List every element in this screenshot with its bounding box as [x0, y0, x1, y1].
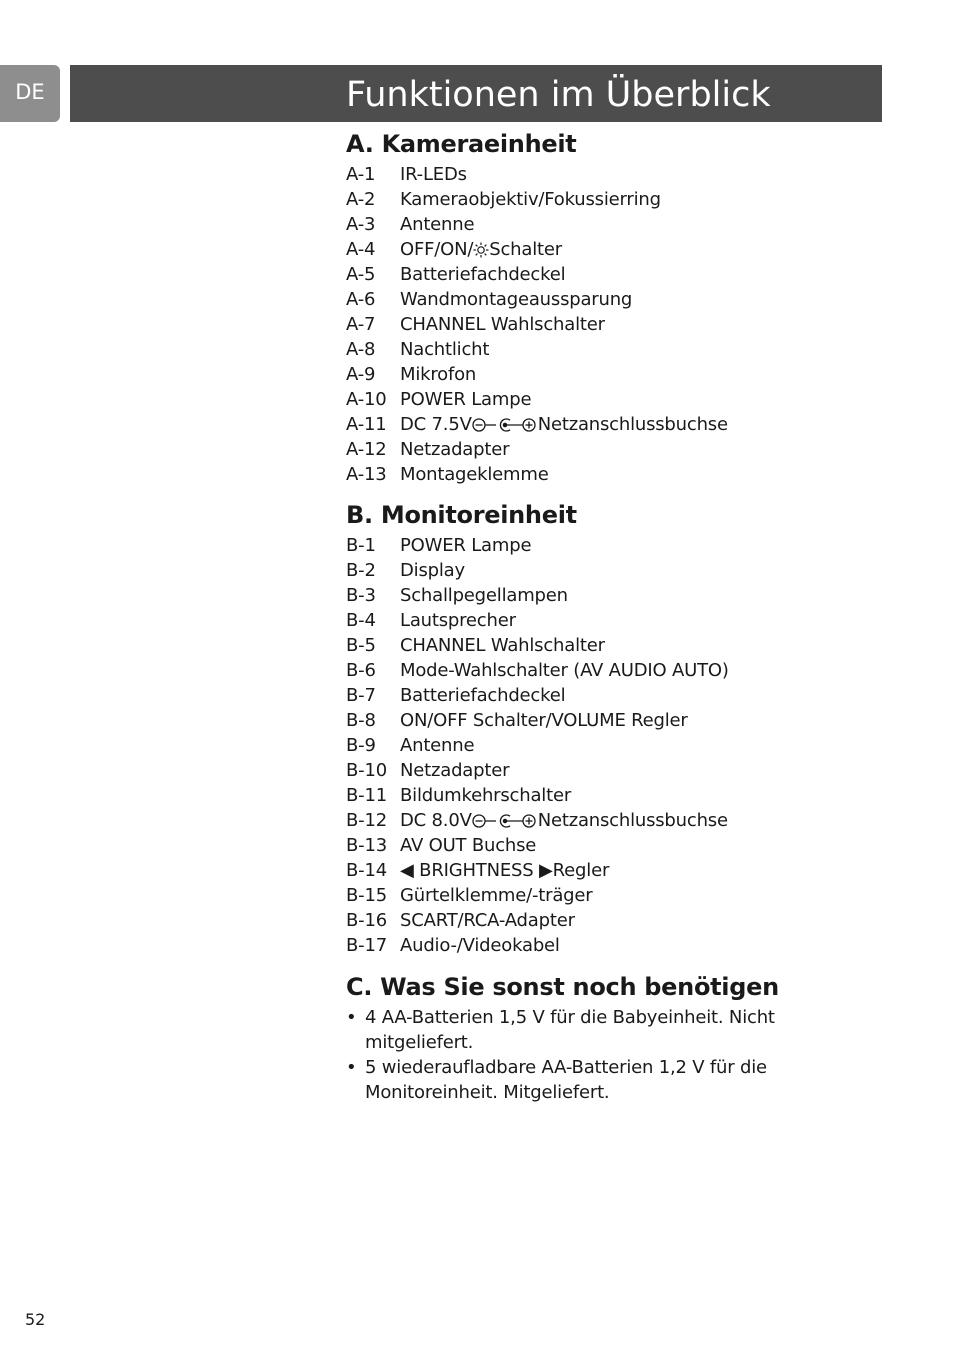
- list-item: [346, 733, 886, 758]
- item-label: [400, 237, 562, 262]
- item-label: Audio-/Videokabel: [400, 935, 560, 956]
- list-item: [346, 658, 886, 683]
- item-code: B-16: [346, 910, 387, 931]
- item-label: [400, 858, 609, 883]
- list-item: [346, 187, 886, 212]
- list-item: [346, 533, 886, 558]
- list-item: [346, 437, 886, 462]
- item-code: B-12: [346, 810, 387, 831]
- item-code: A-10: [346, 389, 387, 410]
- item-label: POWER Lampe: [400, 535, 532, 556]
- item-label: IR-LEDs: [400, 164, 467, 185]
- item-label: Antenne: [400, 214, 475, 235]
- list-item: [346, 362, 886, 387]
- item-label-pre: OFF/ON/: [400, 239, 474, 260]
- item-code: A-11: [346, 414, 387, 435]
- item-label: Montageklemme: [400, 464, 549, 485]
- list-item: [346, 783, 886, 808]
- list-item: [346, 262, 886, 287]
- item-label-pre: ◀ BRIGHTNESS ▶: [400, 860, 553, 881]
- item-list: [346, 162, 886, 487]
- item-label: Lautsprecher: [400, 610, 516, 631]
- list-item: [346, 312, 886, 337]
- item-label-post: Netzanschlussbuchse: [537, 414, 728, 435]
- item-label: Wandmontageaussparung: [400, 289, 633, 310]
- bullet-icon: •: [346, 1057, 357, 1078]
- bullet-icon: •: [346, 1007, 357, 1028]
- item-label: Gürtelklemme/-träger: [400, 885, 593, 906]
- list-item: [346, 833, 886, 858]
- item-code: B-15: [346, 885, 387, 906]
- item-label-post: Schalter: [489, 239, 562, 260]
- item-code: B-7: [346, 685, 376, 706]
- item-code: B-17: [346, 935, 387, 956]
- item-label: POWER Lampe: [400, 389, 532, 410]
- section-was-sie-sonst-noch-benoetigen: [346, 969, 886, 1105]
- item-code: B-6: [346, 660, 376, 681]
- item-code: B-13: [346, 835, 387, 856]
- item-label: Display: [400, 560, 465, 581]
- item-label-pre: DC 7.5V: [400, 414, 472, 435]
- polarity-icon: [472, 417, 538, 433]
- list-item: [346, 683, 886, 708]
- list-item: [346, 212, 886, 237]
- page-title: Funktionen im Überblick: [346, 75, 771, 115]
- item-code: A-2: [346, 189, 376, 210]
- item-code: A-3: [346, 214, 376, 235]
- item-list: [346, 533, 886, 958]
- list-item: [346, 608, 886, 633]
- bullet-text: 5 wiederaufladbare AA-Batterien 1,2 V für die Monitoreinheit. Mitgeliefert.: [365, 1057, 767, 1103]
- item-label: CHANNEL Wahlschalter: [400, 635, 605, 656]
- item-label: Schallpegellampen: [400, 585, 568, 606]
- item-code: B-1: [346, 535, 376, 556]
- list-item: [346, 237, 886, 262]
- item-label: Netzadapter: [400, 760, 510, 781]
- list-item: [346, 162, 886, 187]
- item-label-pre: DC 8.0V: [400, 810, 472, 831]
- item-code: A-8: [346, 339, 376, 360]
- item-code: B-9: [346, 735, 376, 756]
- list-item: [346, 758, 886, 783]
- polarity-icon: [472, 813, 538, 829]
- section-heading: B. Monitoreinheit: [346, 501, 577, 529]
- item-code: B-4: [346, 610, 376, 631]
- item-code: A-4: [346, 239, 376, 260]
- item-code: B-10: [346, 760, 387, 781]
- list-item: [346, 387, 886, 412]
- list-item: [346, 708, 886, 733]
- item-label-post: Netzanschlussbuchse: [537, 810, 728, 831]
- item-label: Bildumkehrschalter: [400, 785, 572, 806]
- bullet-item: [346, 1005, 886, 1055]
- item-label: Antenne: [400, 735, 475, 756]
- bullet-list: [346, 1005, 886, 1105]
- item-label: Netzadapter: [400, 439, 510, 460]
- item-label: ON/OFF Schalter/VOLUME Regler: [400, 710, 688, 731]
- list-item: [346, 908, 886, 933]
- list-item: [346, 462, 886, 487]
- bullet-item: [346, 1055, 886, 1105]
- list-item: [346, 933, 886, 958]
- content: [346, 126, 886, 1105]
- item-code: B-5: [346, 635, 376, 656]
- item-label: Mikrofon: [400, 364, 477, 385]
- list-item: [346, 858, 886, 883]
- item-label: Nachtlicht: [400, 339, 490, 360]
- language-tab-label: DE: [15, 80, 45, 104]
- item-code: A-1: [346, 164, 376, 185]
- item-code: A-7: [346, 314, 376, 335]
- bullet-text: 4 AA-Batterien 1,5 V für die Babyeinheit. Nicht mitgeliefert.: [365, 1007, 775, 1053]
- item-label: [400, 412, 728, 437]
- list-item: [346, 808, 886, 833]
- list-item: [346, 287, 886, 312]
- list-item: [346, 558, 886, 583]
- item-code: A-5: [346, 264, 376, 285]
- title-bar: [70, 65, 882, 122]
- item-label: Kameraobjektiv/Fokussierring: [400, 189, 661, 210]
- list-item: [346, 583, 886, 608]
- list-item: [346, 337, 886, 362]
- section-monitoreinheit: [346, 497, 886, 958]
- list-item: [346, 883, 886, 908]
- item-code: A-13: [346, 464, 387, 485]
- item-code: A-9: [346, 364, 376, 385]
- item-code: A-12: [346, 439, 387, 460]
- item-label: Batteriefachdeckel: [400, 685, 566, 706]
- section-heading: A. Kameraeinheit: [346, 130, 577, 158]
- section-heading: C. Was Sie sonst noch benötigen: [346, 973, 779, 1001]
- section-kameraeinheit: [346, 126, 886, 487]
- language-tab: [0, 65, 60, 122]
- item-code: B-8: [346, 710, 376, 731]
- item-label: Batteriefachdeckel: [400, 264, 566, 285]
- item-label-post: Regler: [552, 860, 610, 881]
- sun-icon: [473, 242, 489, 258]
- item-code: B-14: [346, 860, 387, 881]
- item-label: AV OUT Buchse: [400, 835, 537, 856]
- item-code: B-2: [346, 560, 376, 581]
- list-item: [346, 412, 886, 437]
- item-label: SCART/RCA-Adapter: [400, 910, 575, 931]
- item-label: CHANNEL Wahlschalter: [400, 314, 605, 335]
- item-code: B-11: [346, 785, 387, 806]
- item-label: [400, 808, 728, 833]
- list-item: [346, 633, 886, 658]
- item-label: Mode-Wahlschalter (AV AUDIO AUTO): [400, 660, 729, 681]
- item-code: A-6: [346, 289, 376, 310]
- item-code: B-3: [346, 585, 376, 606]
- page-number: 52: [25, 1310, 46, 1329]
